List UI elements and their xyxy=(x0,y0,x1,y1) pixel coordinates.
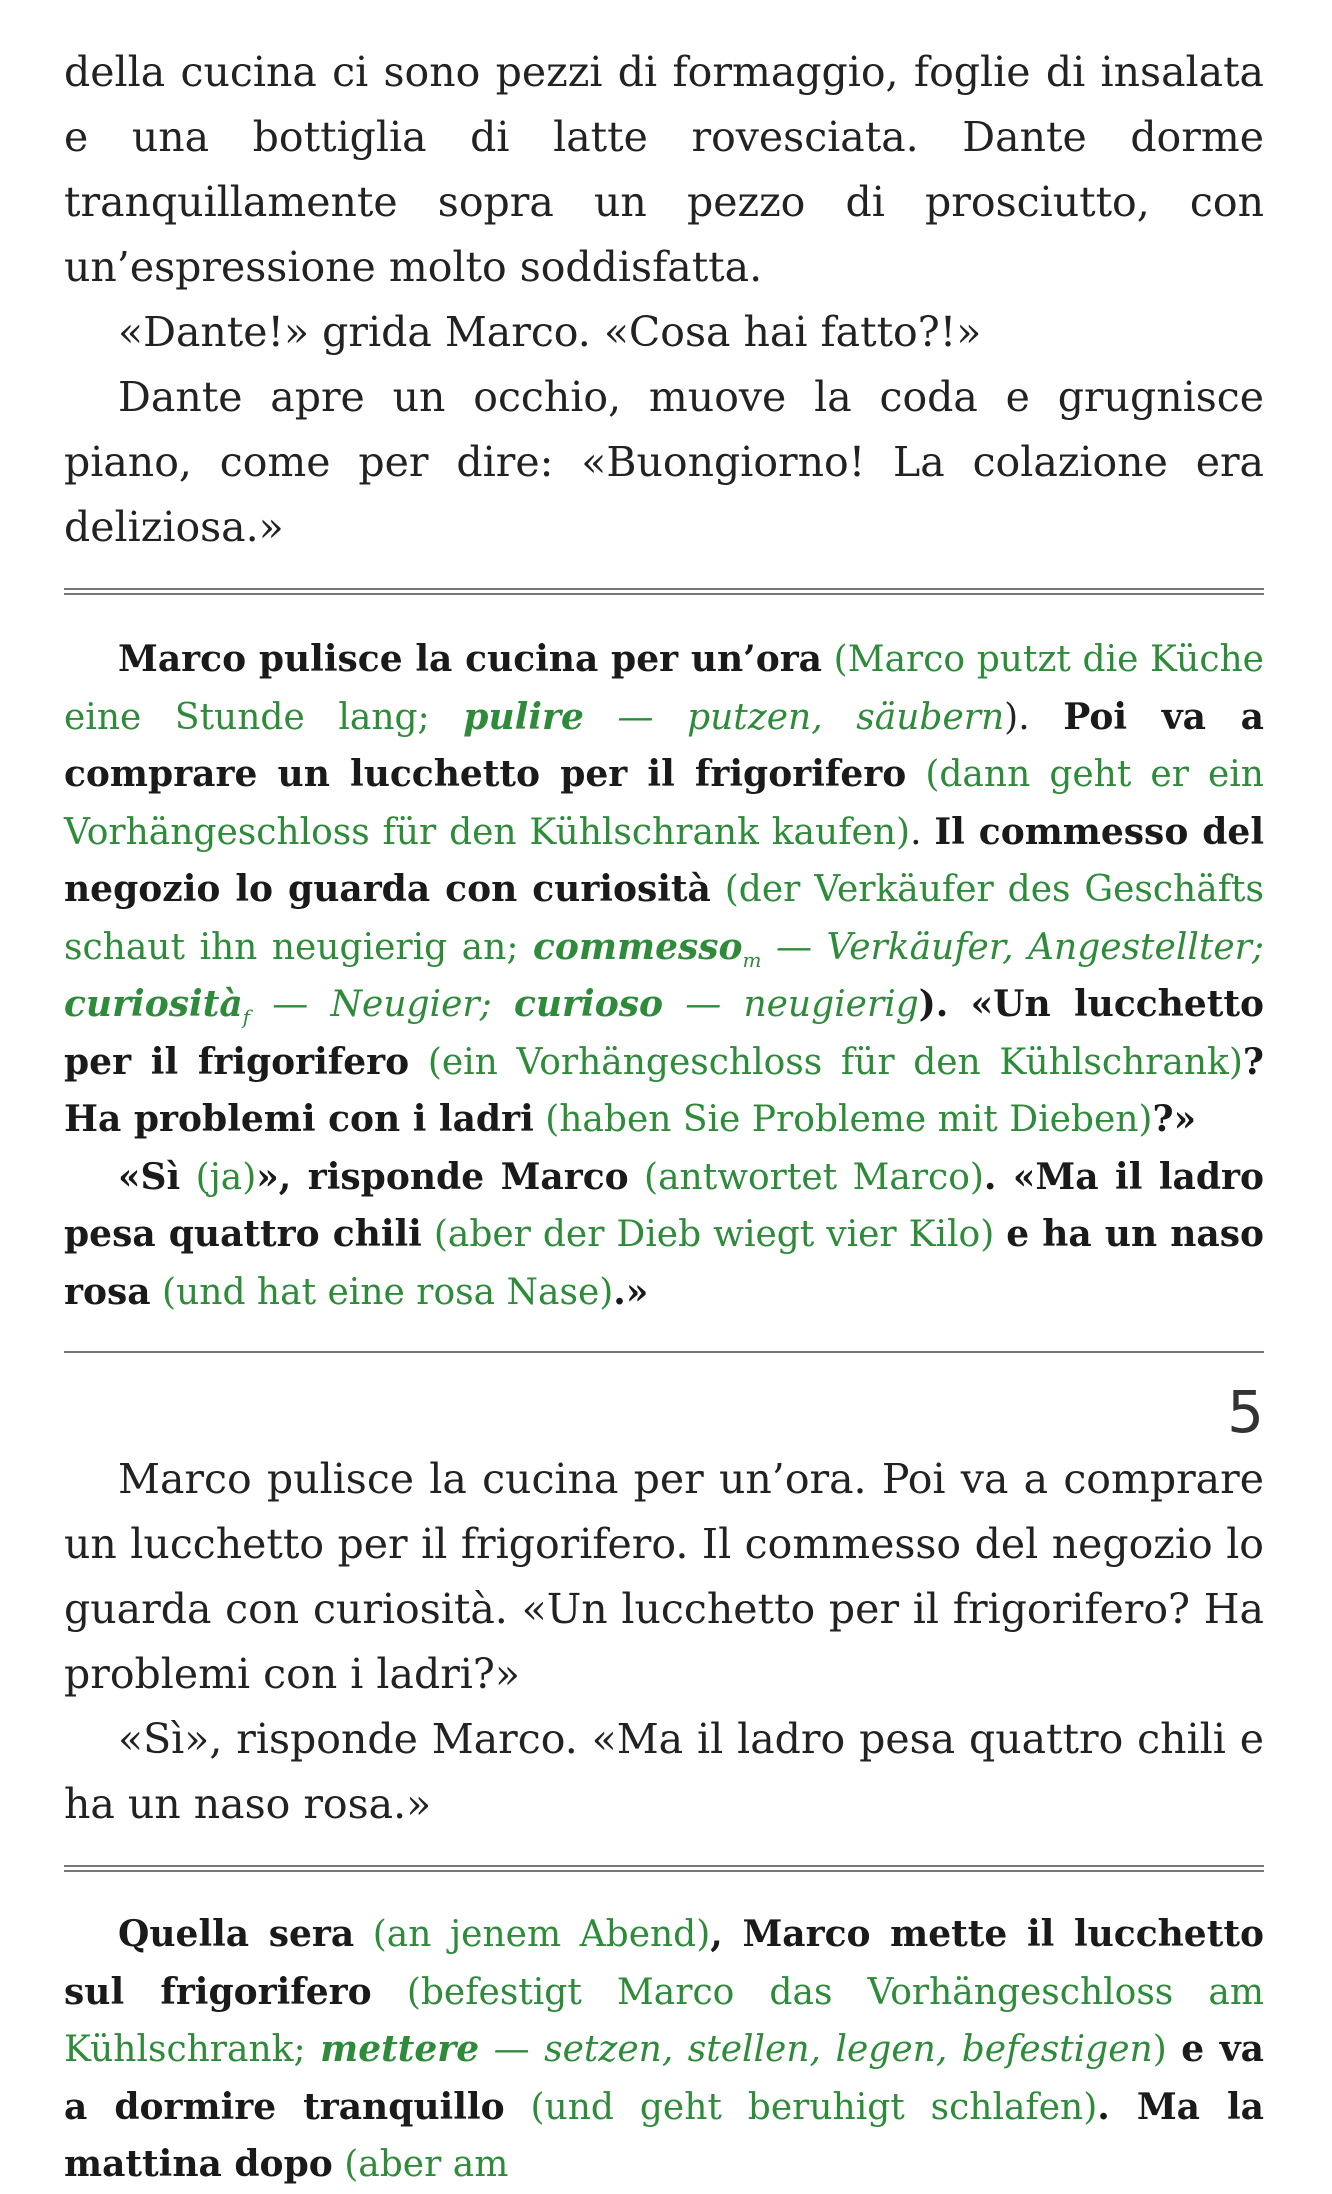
glossary-term: mettere xyxy=(320,2028,480,2070)
glossed-section xyxy=(64,1906,1264,2194)
preceding-text xyxy=(64,40,1264,560)
paragraph: Marco pulisce la cucina per un’ora. Poi va a comprare un lucchetto per il frigorifero. Il commesso del negozio lo guarda con curiosità. «Un lucchetto per il frigorifero? Ha problemi con i ladri?» xyxy=(64,1455,1264,1698)
gender-marker: f xyxy=(242,1005,251,1029)
german-gloss: (aber am xyxy=(344,2144,509,2185)
gender-marker: m xyxy=(742,947,762,972)
italian-text: «Sì xyxy=(118,1155,181,1198)
german-gloss: (dann geht er ein Vorhängeschloss für den Kühlschrank kaufen) xyxy=(64,754,1264,853)
glossed-paragraph: «Sì (ja)», risponde Marco (antwortet Marco). «Ma il ladro pesa quattro chili (aber der Dieb wiegt vier Kilo) e ha un naso rosa (und hat eine rosa Nase).» xyxy=(64,1155,1265,1313)
german-gloss: (und geht beruhigt schlafen) xyxy=(530,2086,1098,2128)
german-gloss: (ein Vorhängeschloss für den Kühlschrank) xyxy=(427,1041,1243,1083)
chapter-number: 5 xyxy=(1227,1378,1264,1446)
german-gloss: (antwortet Marco) xyxy=(644,1156,984,1198)
italian-text: e va a dormire tranquillo xyxy=(64,2028,1265,2128)
italian-text: », risponde Marco xyxy=(256,1155,629,1198)
italian-text: , Marco mette il lucchetto sul frigorifero xyxy=(64,1913,1264,2013)
section-divider xyxy=(64,588,1264,595)
paragraph: «Sì», risponde Marco. «Ma il ladro pesa quattro chili e ha un naso rosa.» xyxy=(64,1715,1264,1828)
section-divider xyxy=(64,1351,1264,1353)
glossary-term: curiosità xyxy=(64,983,243,1025)
glossary-term: pulire xyxy=(463,695,584,738)
italian-text: . «Ma il ladro pesa quattro chili xyxy=(64,1155,1265,1255)
glossary-term: curioso xyxy=(513,983,663,1025)
german-gloss: (an jenem Abend) xyxy=(372,1914,711,1955)
chapter-text xyxy=(64,1447,1264,1837)
glossed-paragraph: Marco pulisce la cucina per un’ora (Marco putzt die Küche eine Stunde lang; pulire — putzen, säubern). Poi va a comprare un lucchetto per il frigorifero (dann geht er ein Vorhängeschloss für den Kühlschrank kaufen). Il commesso del negozio lo guarda con curiosità (der Verkäufer des Geschäfts schaut ihn neugierig an; commesso$_m$ — Verkäufer, Angestellter; curiosità$_f$ — Neugier; curioso — neugierig). «Un lucchetto per il frigorifero (ein Vorhängeschloss für den Kühlschrank)? Ha problemi con i ladri (haben Sie Probleme mit Dieben)?» xyxy=(64,638,1265,1140)
italian-text: Marco pulisce la cucina per un’ora xyxy=(118,638,823,680)
german-gloss: (der Verkäufer des Geschäfts schaut ihn neugierig an; commesso$_m$ — Verkäufer, Angestellter; curiosità$_f$ — Neugier; curioso — neugierig xyxy=(64,869,1264,1029)
italian-text: Poi va a comprare un lucchetto per il frigorifero xyxy=(64,695,1264,795)
italian-text: . Ma la mattina dopo xyxy=(64,2085,1264,2185)
paragraph: della cucina ci sono pezzi di formaggio, foglie di insalata e una bottiglia di latte rovesciata. Dante dorme tranquillamente sopra un pezzo di prosciutto, con un’espressione molto soddisfatta. xyxy=(64,48,1264,291)
glossed-paragraph xyxy=(64,1906,1264,2194)
glossary-term: commesso xyxy=(532,925,743,968)
german-gloss: (haben Sie Probleme mit Dieben) xyxy=(545,1099,1153,1140)
glossed-section xyxy=(64,631,1264,1321)
german-gloss: (befestigt Marco das Vorhängeschloss am Kühlschrank; mettere — setzen, stellen, legen, befestigen) xyxy=(64,1971,1264,2070)
paragraph: «Dante!» grida Marco. «Cosa hai fatto?!» xyxy=(118,308,982,356)
italian-text: ? Ha problemi con i ladri xyxy=(64,1040,1264,1140)
italian-text: e ha un naso rosa xyxy=(64,1213,1264,1313)
section-divider xyxy=(64,1865,1264,1872)
italian-text: «Un lucchetto per il frigorifero xyxy=(64,983,1265,1083)
book-page xyxy=(64,40,1264,2194)
german-gloss: (Marco putzt die Küche eine Stunde lang; pulire — putzen, säubern xyxy=(64,639,1264,738)
german-gloss: (ja) xyxy=(195,1156,257,1198)
italian-text: Il commesso del negozio lo guarda con curiosità xyxy=(64,810,1264,910)
german-gloss: (aber der Dieb wiegt vier Kilo) xyxy=(433,1214,995,1255)
paragraph: Dante apre un occhio, muove la coda e grugnisce piano, come per dire: «Buongiorno! La colazione era deliziosa.» xyxy=(64,373,1264,551)
german-gloss: (und hat eine rosa Nase) xyxy=(162,1271,614,1313)
italian-text: Quella sera xyxy=(118,1913,355,1955)
